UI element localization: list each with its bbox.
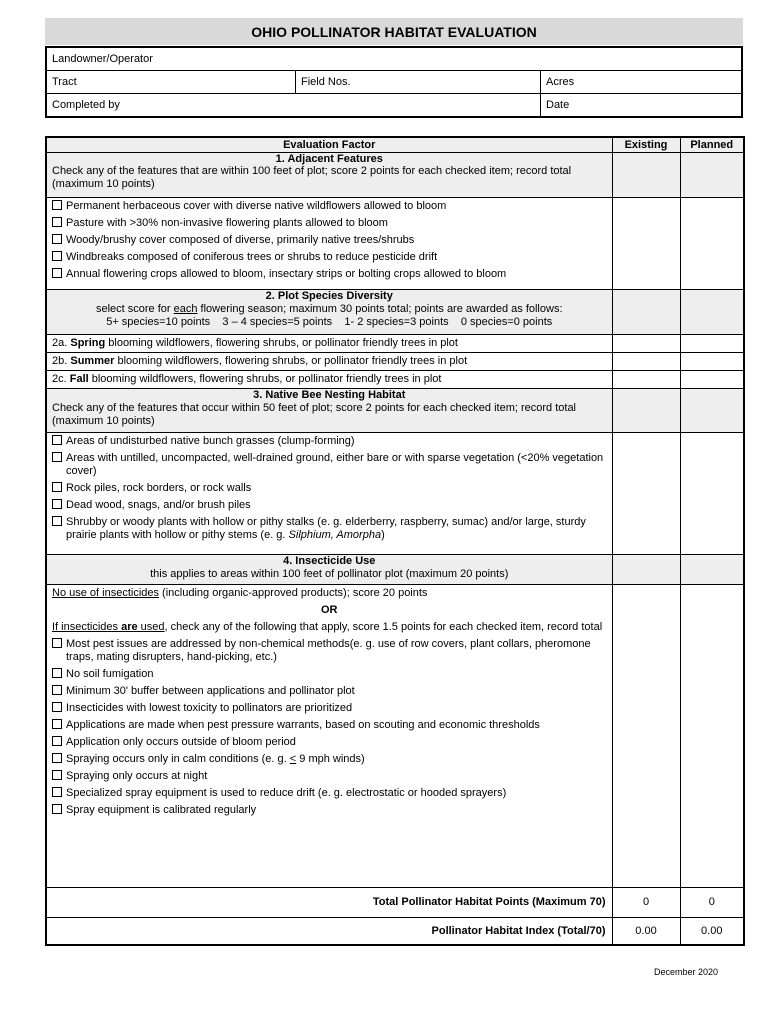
total-points-label: Total Pollinator Habitat Points (Maximum 70): [46, 887, 612, 917]
checkbox[interactable]: [52, 668, 62, 678]
s1-existing-score[interactable]: [612, 152, 680, 197]
if-insecticide-option: If insecticides are used, check any of the following that apply, score 1.5 points for each checked item, record total: [52, 620, 603, 633]
checkbox[interactable]: [52, 234, 62, 244]
form-title: OHIO POLLINATOR HABITAT EVALUATION: [45, 18, 743, 45]
list-item: Applications are made when pest pressure warrants, based on scouting and economic thresholds: [52, 717, 607, 734]
list-item: Areas with untilled, uncompacted, well-drained ground, either bare or with sparse vegetation (<20% vegetation cover): [52, 450, 607, 480]
field-nos-field[interactable]: Field Nos.: [296, 71, 541, 94]
list-item: Minimum 30' buffer between applications and pollinator plot: [52, 683, 607, 700]
s2a-existing[interactable]: [612, 334, 680, 352]
section-4-title: 4. Insecticide Use: [283, 554, 376, 567]
checkbox[interactable]: [52, 516, 62, 526]
habitat-index-label: Pollinator Habitat Index (Total/70): [46, 917, 612, 945]
checkbox[interactable]: [52, 435, 62, 445]
evaluation-table: [45, 136, 745, 946]
section-3-header: [46, 388, 612, 432]
habitat-index-existing: 0.00: [612, 917, 680, 945]
list-item: Dead wood, snags, and/or brush piles: [52, 497, 607, 514]
checkbox[interactable]: [52, 804, 62, 814]
section-1-items: [46, 197, 612, 289]
checkbox[interactable]: [52, 685, 62, 695]
list-item: Pasture with >30% non-invasive flowering plants allowed to bloom: [52, 215, 607, 232]
checkbox[interactable]: [52, 770, 62, 780]
list-item: Spraying only occurs at night: [52, 768, 607, 785]
s2c-planned[interactable]: [680, 370, 744, 388]
list-item: No soil fumigation: [52, 666, 607, 683]
list-item: Insecticides with lowest toxicity to pollinators are prioritized: [52, 700, 607, 717]
list-item: Shrubby or woody plants with hollow or pithy stalks (e. g. elderberry, raspberry, sumac) and/or large, sturdy prairie plants with hollow or pithy stems (e. g. Silphium, Amorpha): [52, 514, 607, 544]
checkbox[interactable]: [52, 268, 62, 278]
checkbox[interactable]: [52, 702, 62, 712]
checkbox[interactable]: [52, 251, 62, 261]
checkbox[interactable]: [52, 200, 62, 210]
section-4-items: [46, 584, 612, 887]
acres-field[interactable]: Acres: [541, 71, 743, 94]
list-item: Windbreaks composed of coniferous trees or shrubs to reduce pesticide drift: [52, 249, 607, 266]
s4-planned-cell[interactable]: [680, 584, 744, 887]
list-item: Spray equipment is calibrated regularly: [52, 802, 607, 819]
row-2b: 2b. Summer blooming wildflowers, flowering shrubs, or pollinator friendly trees in plot: [46, 352, 612, 370]
checkbox[interactable]: [52, 452, 62, 462]
section-4-header: [46, 554, 612, 584]
section-1-header: [46, 152, 612, 197]
section-2-scale: 5+ species=10 points 3 – 4 species=5 points 1- 2 species=3 points 0 species=0 points: [106, 315, 553, 328]
checkbox[interactable]: [52, 719, 62, 729]
section-4-desc: this applies to areas within 100 feet of pollinator plot (maximum 20 points): [150, 567, 509, 580]
or-divider: OR: [321, 603, 338, 616]
completed-by-field[interactable]: Completed by: [46, 94, 541, 118]
section-3-items: [46, 432, 612, 554]
checkbox[interactable]: [52, 482, 62, 492]
section-1-title: 1. Adjacent Features: [275, 152, 383, 165]
list-item: Areas of undisturbed native bunch grasses (clump-forming): [52, 433, 607, 450]
habitat-index-planned: 0.00: [680, 917, 744, 945]
total-points-existing: 0: [612, 887, 680, 917]
section-1-desc: Check any of the features that are within 100 feet of plot; score 2 points for each checked item; record total (maximum 10 points): [52, 164, 572, 190]
checkbox[interactable]: [52, 736, 62, 746]
section-2-header: [46, 289, 612, 334]
s2b-planned[interactable]: [680, 352, 744, 370]
section-2-desc: select score for each flowering season; maximum 30 points total; points are awarded as follows:: [95, 302, 563, 315]
s3-existing-cell[interactable]: [612, 432, 680, 554]
footer-date: December 2020: [654, 967, 719, 977]
col-header-factor: Evaluation Factor: [46, 137, 612, 152]
s1-planned-cell[interactable]: [680, 197, 744, 289]
tract-field[interactable]: Tract: [46, 71, 296, 94]
checkbox[interactable]: [52, 753, 62, 763]
s4-planned-score[interactable]: [680, 554, 744, 584]
section-2-title: 2. Plot Species Diversity: [265, 289, 393, 302]
row-2a: 2a. Spring blooming wildflowers, flowering shrubs, or pollinator friendly trees in plot: [46, 334, 612, 352]
s3-planned-score[interactable]: [680, 388, 744, 432]
s2b-existing[interactable]: [612, 352, 680, 370]
checkbox[interactable]: [52, 217, 62, 227]
row-2c: 2c. Fall blooming wildflowers, flowering shrubs, or pollinator friendly trees in plot: [46, 370, 612, 388]
list-item: Woody/brushy cover composed of diverse, primarily native trees/shrubs: [52, 232, 607, 249]
s4-existing-score[interactable]: [612, 554, 680, 584]
list-item: Most pest issues are addressed by non-chemical methods(e. g. use of row covers, plant collars, pheromone traps, mating disrupters, hand-picking, etc.): [52, 636, 607, 666]
s2-planned-score[interactable]: [680, 289, 744, 334]
list-item: Annual flowering crops allowed to bloom, insectary strips or bolting crops allowed to bloom: [52, 266, 607, 283]
s2-existing-score[interactable]: [612, 289, 680, 334]
s3-planned-cell[interactable]: [680, 432, 744, 554]
landowner-field[interactable]: Landowner/Operator: [46, 47, 742, 71]
date-field[interactable]: Date: [541, 94, 743, 118]
col-header-planned: Planned: [680, 137, 744, 152]
list-item: Rock piles, rock borders, or rock walls: [52, 480, 607, 497]
s1-existing-cell[interactable]: [612, 197, 680, 289]
s3-existing-score[interactable]: [612, 388, 680, 432]
s4-existing-cell[interactable]: [612, 584, 680, 887]
no-insecticide-option: No use of insecticides (including organic-approved products); score 20 points: [52, 586, 428, 599]
total-points-planned: 0: [680, 887, 744, 917]
section-3-desc: Check any of the features that occur within 50 feet of plot; score 2 points for each checked item; record total (maximum 10 points): [52, 401, 577, 427]
s1-planned-score[interactable]: [680, 152, 744, 197]
checkbox[interactable]: [52, 638, 62, 648]
checkbox[interactable]: [52, 499, 62, 509]
section-3-title: 3. Native Bee Nesting Habitat: [253, 388, 406, 401]
list-item: Permanent herbaceous cover with diverse native wildflowers allowed to bloom: [52, 198, 607, 215]
checkbox[interactable]: [52, 787, 62, 797]
list-item: Spraying occurs only in calm conditions (e. g. < 9 mph winds): [52, 751, 607, 768]
header-info-table: [45, 46, 743, 118]
s2a-planned[interactable]: [680, 334, 744, 352]
list-item: Specialized spray equipment is used to reduce drift (e. g. electrostatic or hooded sprayers): [52, 785, 607, 802]
s2c-existing[interactable]: [612, 370, 680, 388]
list-item: Application only occurs outside of bloom period: [52, 734, 607, 751]
col-header-existing: Existing: [612, 137, 680, 152]
